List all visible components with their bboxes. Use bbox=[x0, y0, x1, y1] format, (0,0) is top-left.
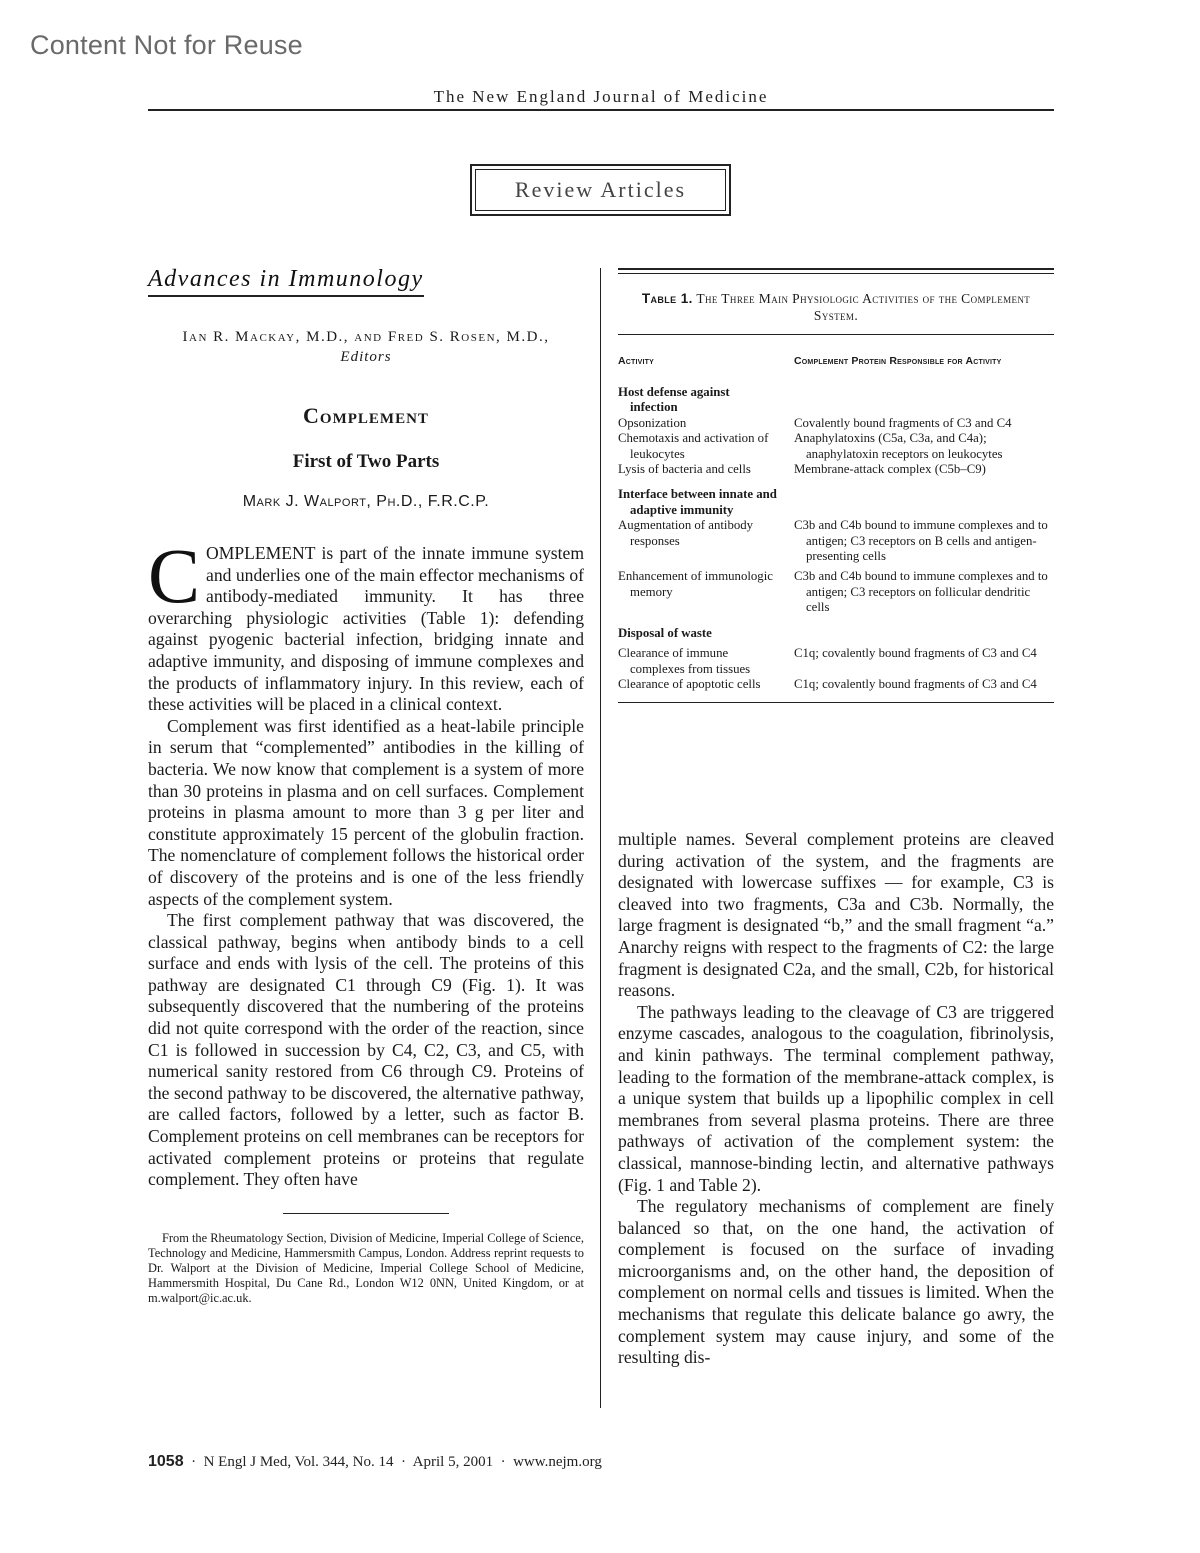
table-header-activity: Activity bbox=[618, 355, 655, 367]
table-cell-protein: Membrane-attack complex (C5b–C9) bbox=[794, 462, 986, 477]
body-paragraph: Complement was first identified as a heat-labile principle in serum that “complemented” antibodies in the killing of bacteria. We now know that complement is a system of more than 30 proteins in plasma and on cell surfaces. Complement proteins in plasma amount to more than 3 g per liter and constitute approximately 15 percent of the globulin fraction. The nomenclature of complement follows the historical order of discovery of the proteins and is one of the less friendly aspects of the complement system. bbox=[148, 715, 584, 909]
footer-separator: · bbox=[400, 1454, 406, 1470]
table-cell-activity: Augmentation of antibody responses bbox=[618, 518, 754, 548]
footer-url[interactable]: www.nejm.org bbox=[513, 1454, 602, 1470]
table-row bbox=[618, 646, 1054, 677]
footer-date: April 5, 2001 bbox=[412, 1454, 494, 1470]
table-cell-activity: Clearance of apoptotic cells bbox=[618, 676, 761, 691]
body-paragraph: multiple names. Several complement proteins are cleaved during activation of the system, and the fragments are designated with lowercase suffixes — for example, C3 is cleaved into two fragments, C3a and C3b. Normally, the large fragment is designated “b,” and the small fragment “a.” Anarchy reigns with respect to the fragments of C2: the large fragment is designated C2a, and the small, C2b, for historical reasons. bbox=[618, 829, 1054, 1001]
table-row bbox=[618, 569, 1054, 615]
table-bottom-rule bbox=[618, 702, 1054, 703]
body-paragraph: The pathways leading to the cleavage of C3 are triggered enzyme cascades, analogous to the coagulation, fibrinolysis, and kinin pathways. The terminal complement pathway, leading to the formation of the membrane-attack complex, is a unique system that builds up a lipophilic complex in cell membranes from several plasma proteins. There are three pathways of activation of the complement system: the classical, mannose-binding lectin, and alternative pathways (Fig. 1 and Table 2). bbox=[618, 1001, 1054, 1195]
right-body-text bbox=[618, 829, 1054, 1369]
author-affiliation-footnote: From the Rheumatology Section, Division of Medicine, Imperial College of Science, Technology and Medicine, Hammersmith Campus, London. Address reprint requests to Dr. Walport at the Division of Medicine, Imperial College School of Medicine, Hammersmith Hospital, Du Cane Rd., London W12 0NN, United Kingdom, or at m.walport@ic.ac.uk. bbox=[148, 1230, 584, 1305]
watermark: Content Not for Reuse bbox=[30, 30, 303, 60]
journal-running-head: The New England Journal of Medicine bbox=[433, 87, 769, 106]
table-row bbox=[618, 416, 1054, 431]
table-cell-protein: Covalently bound fragments of C3 and C4 bbox=[794, 415, 1012, 430]
table-cell-activity: Chemotaxis and activation of leukocytes bbox=[618, 431, 769, 461]
table-cell-protein: C3b and C4b bound to immune complexes and to antigen; C3 receptors on B cells and antigen-presenting cells bbox=[794, 518, 1048, 564]
series-title: Advances in Immunology bbox=[148, 266, 424, 297]
article-subtitle: First of Two Parts bbox=[292, 451, 440, 472]
table-group-heading: Host defense against infection bbox=[618, 385, 730, 415]
editors-block bbox=[148, 327, 584, 367]
table-caption-rule bbox=[618, 334, 1054, 335]
page-footer bbox=[148, 1453, 602, 1471]
body-paragraph: The first complement pathway that was discovered, the classical pathway, begins when antibody binds to a cell surface and ends with lysis of the cell. The proteins of this pathway are designated C1 through C9 (Fig. 1). It was subsequently discovered that the numbering of the proteins did not quite correspond with the order of the reaction, since C1 is followed in succession by C4, C2, C3, and C5, with numerical sanity restored from C6 through C9. Proteins of the second pathway to be discovered, the alternative pathway, are called factors, followed by a letter, such as factor B. Complement proteins on cell membranes can be receptors for activated complement proteins or proteins that regulate complement. They often have bbox=[148, 910, 584, 1190]
left-body-text bbox=[148, 532, 584, 1191]
table-top-rule-thin bbox=[618, 273, 1054, 274]
table-1 bbox=[618, 268, 1054, 703]
footer-separator: · bbox=[500, 1454, 506, 1470]
table-header-protein: Complement Protein Responsible for Activity bbox=[794, 355, 1002, 367]
table-caption bbox=[618, 290, 1054, 324]
table-cell-protein: C1q; covalently bound fragments of C3 and C4 bbox=[794, 646, 1037, 661]
author-byline: Mark J. Walport, Ph.D., F.R.C.P. bbox=[242, 493, 490, 510]
footer-separator: · bbox=[191, 1454, 197, 1470]
header-rule bbox=[148, 109, 1054, 111]
table-row bbox=[618, 462, 1054, 477]
footer-citation: N Engl J Med, Vol. 344, No. 14 bbox=[203, 1454, 394, 1470]
body-paragraph: The regulatory mechanisms of complement are finely balanced so that, on the one hand, the activation of complement is focused on the surface of invading microorganisms and, on the other hand, the deposition of complement on normal cells and tissues is limited. When the mechanisms that regulate this delicate balance go awry, the complement system may cause injury, and some of the resulting dis- bbox=[618, 1196, 1054, 1368]
table-group-heading: Disposal of waste bbox=[618, 625, 712, 640]
table-cell-activity: Clearance of immune complexes from tissues bbox=[618, 646, 751, 676]
editors-names: Ian R. Mackay, M.D., and Fred S. Rosen, M.D., bbox=[182, 329, 550, 345]
table-cell-protein: C1q; covalently bound fragments of C3 and C4 bbox=[794, 676, 1037, 691]
table-cell-activity: Enhancement of immunologic memory bbox=[618, 569, 773, 599]
table-label: Table 1. bbox=[641, 291, 693, 306]
table-row bbox=[618, 431, 1054, 462]
drop-cap: C bbox=[148, 532, 201, 619]
page-number: 1058 bbox=[148, 1453, 184, 1470]
column-divider bbox=[600, 268, 601, 1408]
table-row bbox=[618, 677, 1054, 692]
table-cell-protein: Anaphylatoxins (C5a, C3a, and C4a); anaphylatoxin receptors on leukocytes bbox=[794, 431, 1003, 461]
table-caption-text: The Three Main Physiologic Activities of the Complement System. bbox=[696, 291, 1031, 323]
editors-role: Editors bbox=[340, 349, 392, 365]
body-paragraph bbox=[148, 532, 584, 716]
paragraph-text: OMPLEMENT is part of the innate immune system and underlies one of the main effector mechanisms of antibody-mediated immunity. It has three overarching physiologic activities (Table 1): defending against pyogenic bacterial infection, bridging innate and adaptive immunity, and disposing of immune complexes and the products of inflammatory injury. In this review, each of these activities will be placed in a clinical context. bbox=[148, 543, 584, 715]
section-label-box bbox=[470, 164, 731, 216]
table-body bbox=[618, 385, 1054, 692]
footnote-rule bbox=[283, 1213, 449, 1214]
left-column bbox=[148, 260, 584, 1306]
article-title: Complement bbox=[303, 403, 429, 428]
table-cell-activity: Opsonization bbox=[618, 415, 687, 430]
table-group-heading: Interface between innate and adaptive immunity bbox=[618, 487, 777, 517]
section-label: Review Articles bbox=[475, 169, 726, 211]
table-row bbox=[618, 518, 1054, 564]
table-cell-activity: Lysis of bacteria and cells bbox=[618, 462, 751, 477]
table-cell-protein: C3b and C4b bound to immune complexes and to antigen; C3 receptors on follicular dendritic cells bbox=[794, 569, 1048, 615]
table-header-row bbox=[618, 355, 1054, 367]
